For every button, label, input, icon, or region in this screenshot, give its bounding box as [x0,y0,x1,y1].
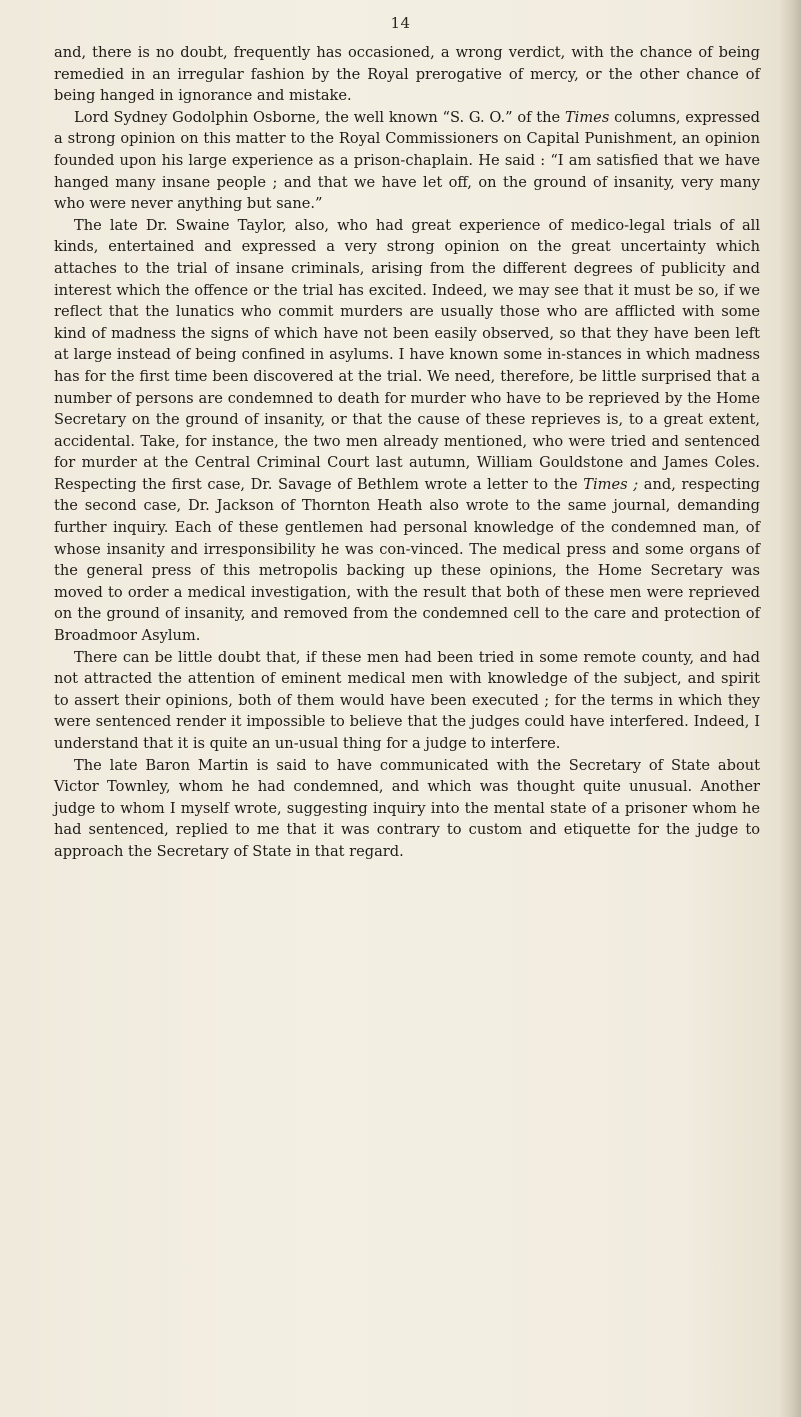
text-run: The late Baron Martin is said to have communicated with the Secretary of State about Victor Townley, whom he had condemned, and which was thought quite unusual. Another judge to whom I myself wrote, suggesting inquiry into the mental state of a prisoner whom he had sentenced, replied to me that it was contrary to custom and etiquette for the judge to approach the Secretary of State in that regard. [54,756,760,860]
body-text [54,42,760,863]
paragraph-4 [54,647,760,755]
text-run: Lord Sydney Godolphin Osborne, the well known “S. G. O.” of the [74,108,565,126]
text-run: columns, expressed a strong opinion on this matter to the Royal Commissioners on Capital Punishment, an opinion founded upon his large experience as a prison-chaplain. He said : “I am satisfied that we have hanged many insane people ; and that we have let off, on the ground of insanity, very many who were never anything but sane.” [54,108,760,213]
italic-text-run: Times [564,108,610,126]
paragraph-3 [54,215,760,647]
text-run: The late Dr. Swaine Taylor, also, who had great experience of medico-legal trials of all kinds, entertained and expressed a very strong opinion on the great uncertainty which attaches to the trial of insane criminals, arising from the different degrees of publicity and interest which the offence or the trial has excited. Indeed, we may see that it must be so, if we reflect that the lunatics who commit murders are usually those who are afflicted with some kind of madness the signs of which have not been easily observed, so that they have been left at large instead of being confined in asylums. I have known some in-stances in which madness has for the first time been discovered at the trial. We need, therefore, be little surprised that a number of persons are condemned to death for murder who have to be reprieved by the Home Secretary on the ground of insanity, or that the cause of these reprieves is, to a great extent, accidental. Take, for instance, the two men already mentioned, who were tried and sentenced for murder at the Central Criminal Court last autumn, William Gouldstone and James Coles. Respecting the first case, Dr. Savage of Bethlem wrote a letter to the [54,216,760,493]
paragraph-2 [54,107,760,215]
text-run: There can be little doubt that, if these men had been tried in some remote county, and had not attracted the attention of eminent medical men with knowledge of the subject, and spirit to assert their opinions, both of them would have been executed ; for the terms in which they were sentenced render it impossible to believe that the judges could have interfered. Indeed, I understand that it is quite an un-usual thing for a judge to interfere. [54,648,760,752]
text-run: and, respecting the second case, Dr. Jackson of Thornton Heath also wrote to the same journal, demanding further inquiry. Each of these gentlemen had personal knowledge of the condemned man, of whose insanity and irresponsibility he was con-vinced. The medical press and some organs of the general press of this metropolis backing up these opinions, the Home Secretary was moved to order a medical investigation, with the result that both of these men were reprieved on the ground of insanity, and removed from the condemned cell to the care and protection of Broadmoor Asylum. [54,475,761,645]
page-edge-shadow [779,0,801,1417]
paragraph-5 [54,755,760,863]
paragraph-1 [54,42,760,107]
page-number: 14 [390,14,411,32]
text-run: and, there is no doubt, frequently has occasioned, a wrong verdict, with the chance of being remedied in an irregular fashion by the Royal prerogative of mercy, or the other chance of being hanged in ignorance and mistake. [54,44,760,105]
italic-text-run: Times ; [583,475,639,493]
